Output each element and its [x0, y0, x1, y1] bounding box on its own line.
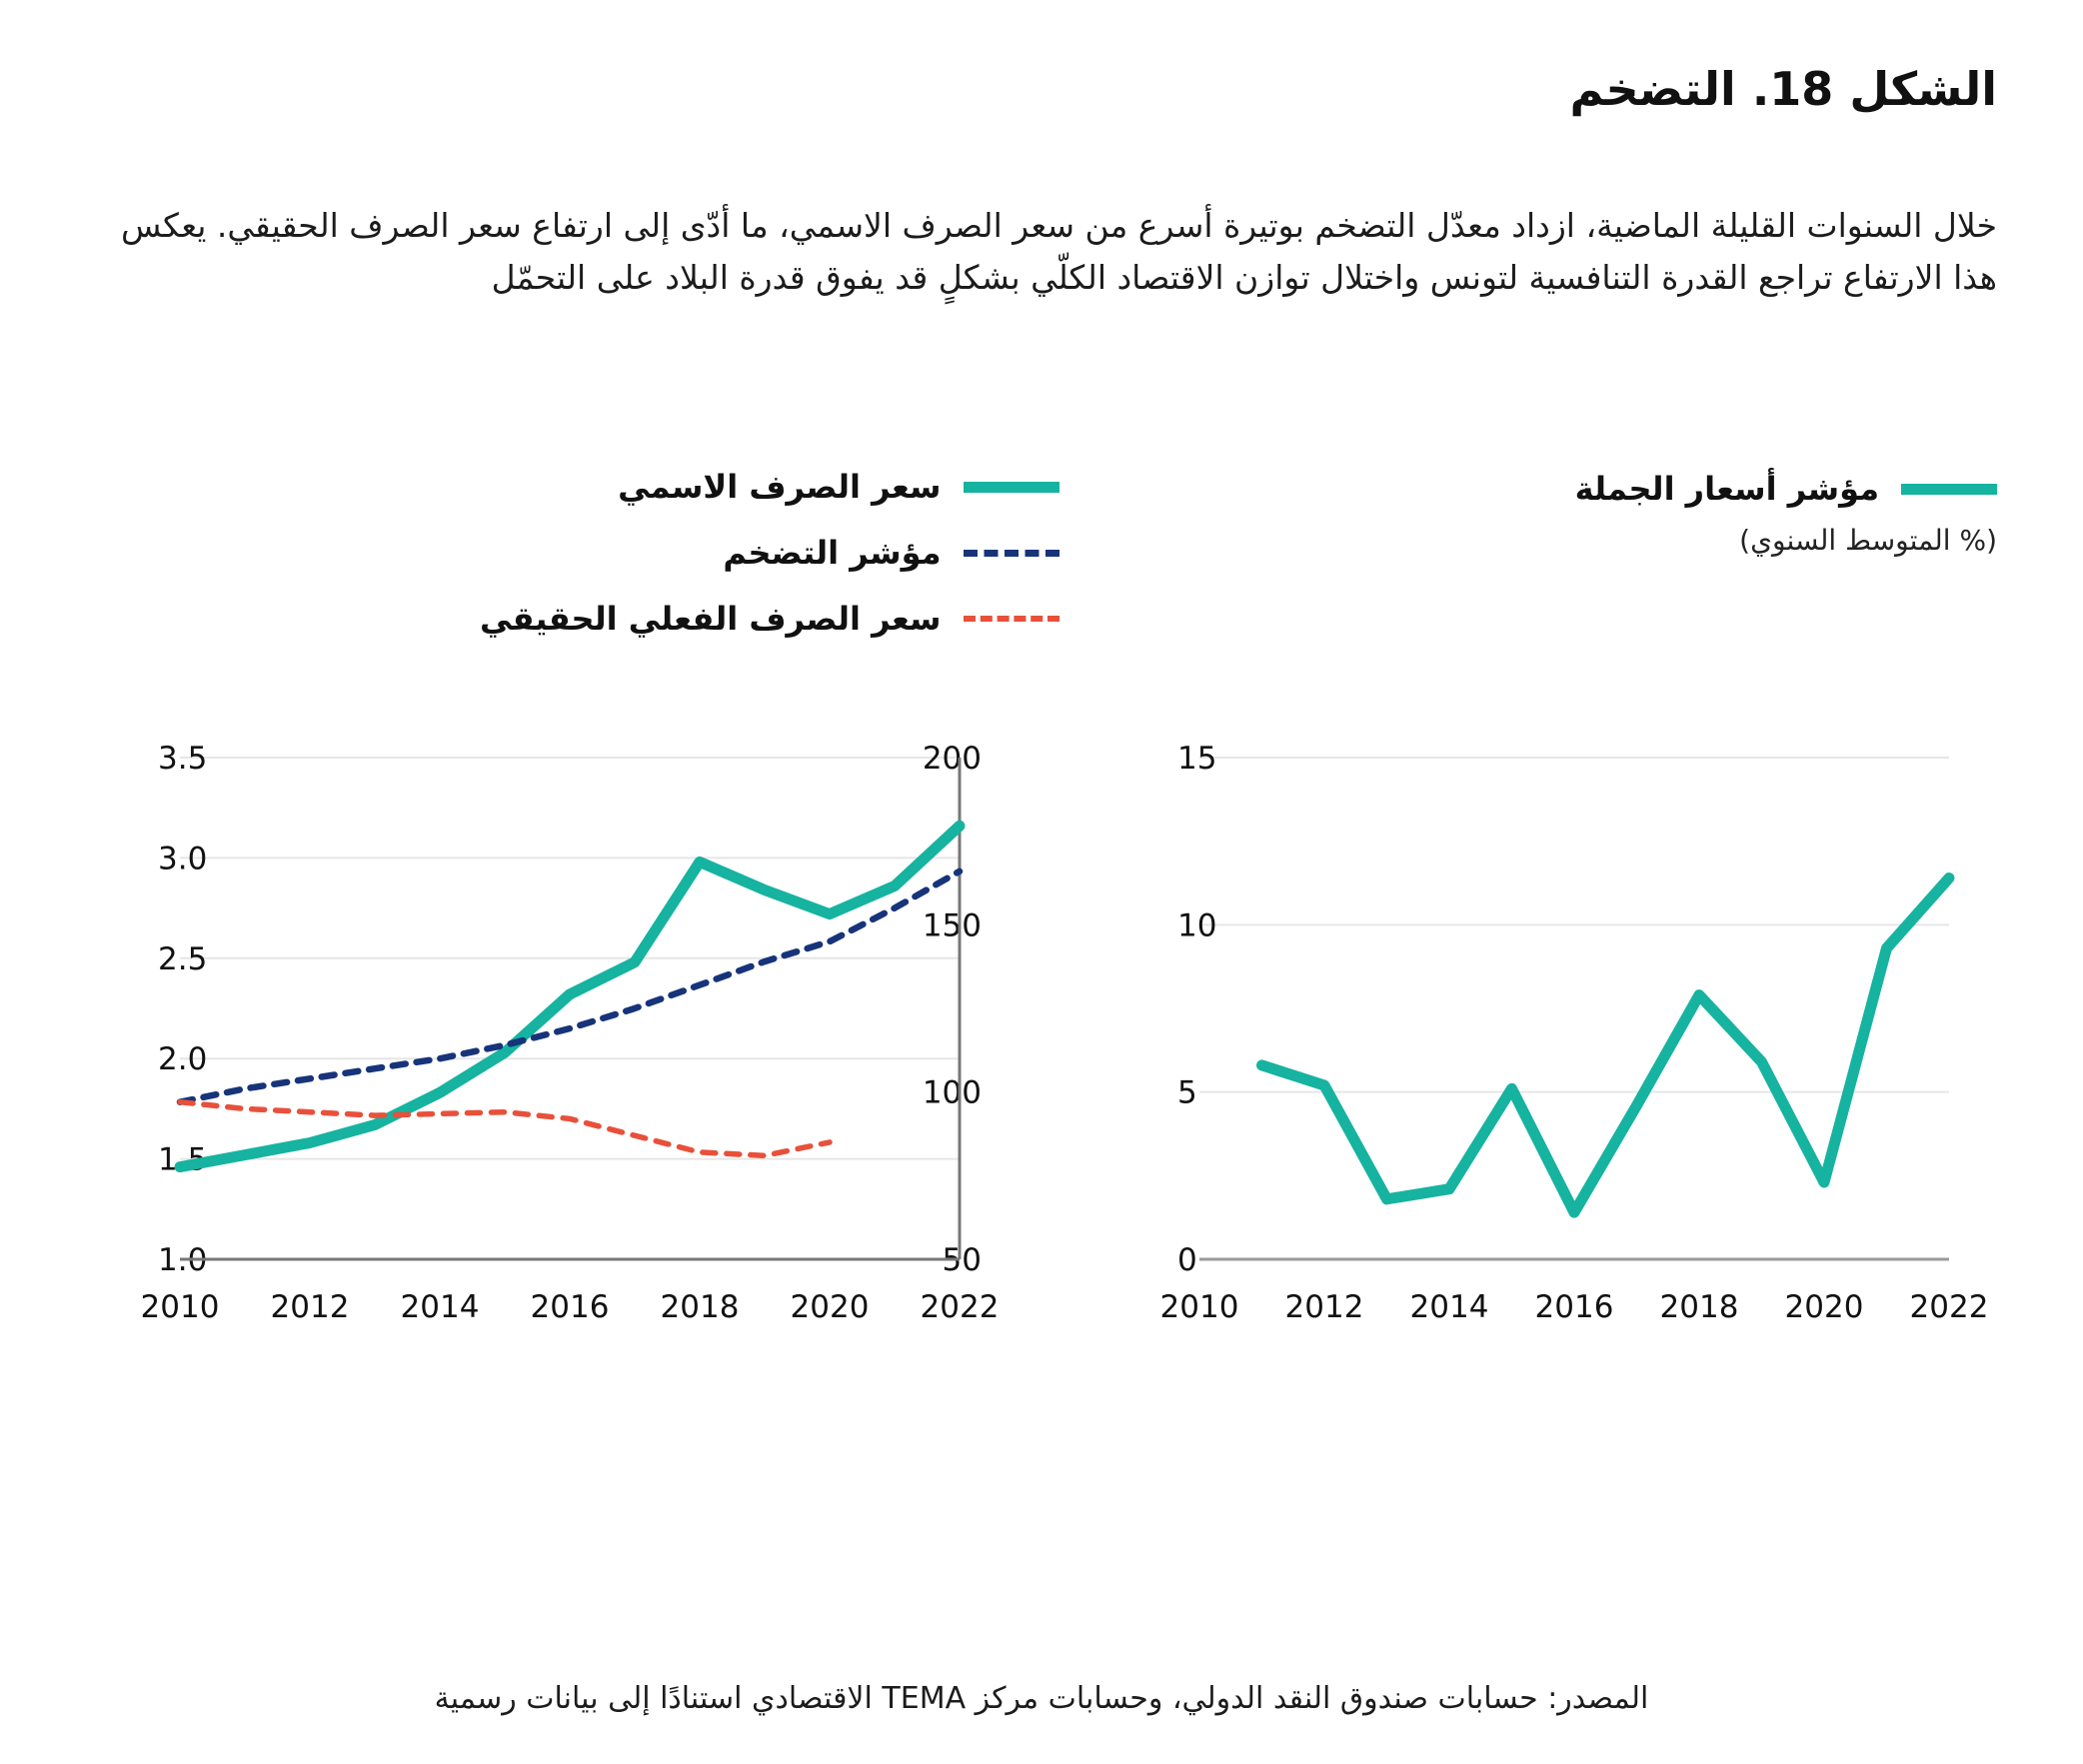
- x-axis-tick: 2020: [1784, 1289, 1864, 1325]
- chart-left-svg: [80, 740, 1059, 1359]
- chart-right-wholesale-price-index: [1119, 740, 1999, 1359]
- legend-item-wholesale-price-index: [1575, 470, 1997, 508]
- y-axis-right-tick: 100: [922, 1074, 982, 1111]
- x-axis-tick: 2018: [1659, 1289, 1739, 1325]
- x-axis-tick: 2016: [530, 1289, 610, 1325]
- y-axis-left-tick: 1.5: [158, 1141, 208, 1178]
- x-axis-tick: 2022: [1909, 1289, 1989, 1325]
- legend-label-wholesale-price-index: مؤشر أسعار الجملة: [1574, 470, 1879, 508]
- figure-subtitle: خلال السنوات القليلة الماضية، ازداد معدّل التضخم بوتيرة أسرع من سعر الصرف الاسمي، ما أدّى إلى ارتفاع سعر الصرف الحقيقي. يعكس هذا الارتفاع تراجع القدرة التنافسية لتونس واختلال توازن الاقتصاد الكلّي بشكلٍ قد يفوق قدرة البلاد على التحمّل: [121, 206, 1997, 298]
- y-axis-left-tick: 3.0: [158, 841, 208, 878]
- chart-left-exchange-rate-inflation: [80, 740, 1059, 1359]
- y-axis-tick: 10: [1177, 907, 1217, 944]
- legend-label-inflation-index: مؤشر التضخم: [723, 534, 942, 572]
- y-axis-right-tick: 50: [942, 1242, 982, 1278]
- legend-right-panel: [1575, 470, 1997, 557]
- legend-item-inflation-index: [480, 534, 1059, 572]
- x-axis-tick: 2012: [1284, 1289, 1364, 1325]
- x-axis-tick: 2010: [1159, 1289, 1239, 1325]
- source-note: المصدر: حسابات صندوق النقد الدولي، وحسابات مركز TEMA الاقتصادي استنادًا إلى بيانات رسمية: [434, 1681, 1649, 1716]
- x-axis-tick: 2020: [790, 1289, 870, 1325]
- x-axis-tick: 2010: [140, 1289, 220, 1325]
- legend-label-real-effective-exchange-rate: سعر الصرف الفعلي الحقيقي: [480, 600, 942, 638]
- y-axis-tick: 0: [1177, 1242, 1197, 1278]
- page-title: الشكل 18. التضخم: [1569, 62, 1997, 116]
- y-axis-right-tick: 200: [922, 741, 982, 777]
- x-axis-tick: 2022: [920, 1289, 1000, 1325]
- legend-item-nominal-exchange-rate: [480, 468, 1059, 506]
- x-axis-tick: 2014: [400, 1289, 480, 1325]
- series-line: [1262, 879, 1950, 1213]
- chart-right-svg: [1119, 740, 1999, 1359]
- legend-swatch-dashed-red-icon: [964, 616, 1059, 622]
- legend-label-nominal-exchange-rate: سعر الصرف الاسمي: [618, 468, 942, 506]
- legend-item-real-effective-exchange-rate: [480, 600, 1059, 638]
- y-axis-tick: 15: [1177, 741, 1217, 777]
- legend-swatch-solid-teal-icon: [964, 482, 1059, 493]
- legend-swatch-dashed-navy-icon: [964, 550, 1059, 557]
- y-axis-right-tick: 150: [922, 907, 982, 944]
- y-axis-left-tick: 3.5: [158, 741, 208, 777]
- x-axis-tick: 2016: [1534, 1289, 1614, 1325]
- series-line: [180, 826, 960, 1166]
- y-axis-left-tick: 2.0: [158, 1041, 208, 1078]
- x-axis-tick: 2014: [1409, 1289, 1489, 1325]
- y-axis-tick: 5: [1177, 1074, 1197, 1111]
- x-axis-tick: 2018: [660, 1289, 740, 1325]
- y-axis-left-tick: 1.0: [158, 1242, 208, 1278]
- x-axis-tick: 2012: [270, 1289, 350, 1325]
- legend-sublabel-annual-average: (% المتوسط السنوي): [1739, 524, 1997, 557]
- legend-swatch-solid-teal-icon: [1901, 484, 1997, 495]
- legend-left-panel: [480, 468, 1059, 666]
- y-axis-left-tick: 2.5: [158, 940, 208, 977]
